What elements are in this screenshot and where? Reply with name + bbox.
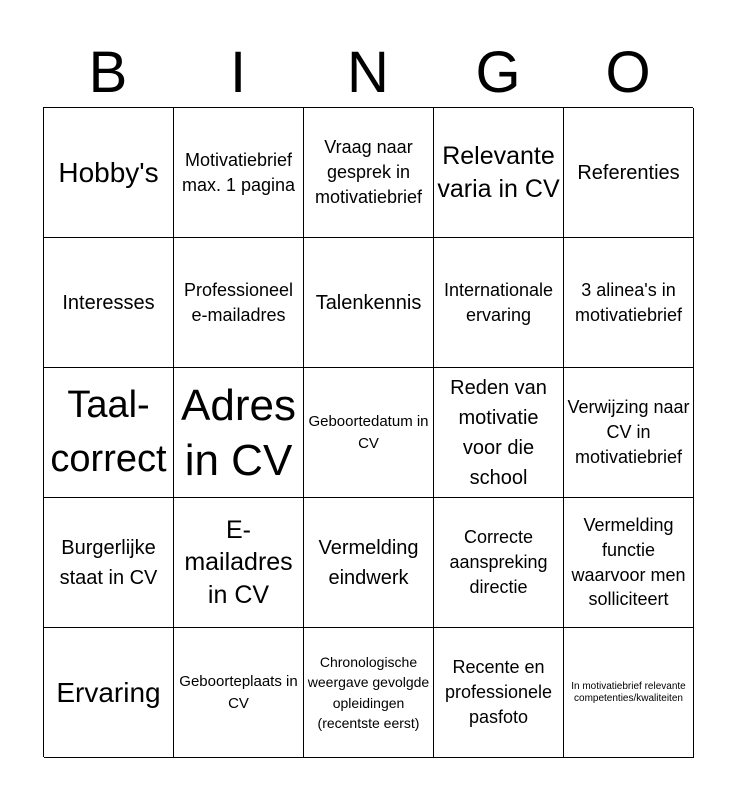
bingo-cell[interactable]: Vraag naar gesprek in motivatiebrief: [304, 108, 434, 238]
bingo-header: [43, 38, 693, 108]
bingo-cell[interactable]: Geboorteplaats in CV: [174, 628, 304, 758]
bingo-cell[interactable]: Adres in CV: [174, 368, 304, 498]
bingo-cell[interactable]: Relevante varia in CV: [434, 108, 564, 238]
bingo-cell[interactable]: Vermelding eindwerk: [304, 498, 434, 628]
bingo-cell[interactable]: 3 alinea's in motivatiebrief: [564, 238, 694, 368]
bingo-cell[interactable]: Talenkennis: [304, 238, 434, 368]
bingo-cell[interactable]: Referenties: [564, 108, 694, 238]
bingo-cell[interactable]: Hobby's: [44, 108, 174, 238]
header-letter-b: B: [88, 40, 128, 105]
header-letter-n: N: [347, 40, 389, 105]
header-letter-o: O: [605, 40, 651, 105]
header-letter-i: I: [229, 40, 247, 105]
bingo-cell[interactable]: Recente en professionele pasfoto: [434, 628, 564, 758]
bingo-cell[interactable]: Vermelding functie waarvoor men solliciteert: [564, 498, 694, 628]
bingo-cell[interactable]: Ervaring: [44, 628, 174, 758]
bingo-cell[interactable]: Motivatiebrief max. 1 pagina: [174, 108, 304, 238]
bingo-cell[interactable]: In motivatiebrief relevante competenties/kwaliteiten: [564, 628, 694, 758]
bingo-cell[interactable]: Chronologische weergave gevolgde opleidingen (recentste eerst): [304, 628, 434, 758]
bingo-card: [43, 107, 693, 757]
bingo-cell[interactable]: Professioneel e-mailadres: [174, 238, 304, 368]
bingo-cell[interactable]: Internationale ervaring: [434, 238, 564, 368]
bingo-cell[interactable]: E-mailadres in CV: [174, 498, 304, 628]
bingo-cell[interactable]: Burgerlijke staat in CV: [44, 498, 174, 628]
bingo-cell[interactable]: Geboortedatum in CV: [304, 368, 434, 498]
bingo-cell[interactable]: Interesses: [44, 238, 174, 368]
bingo-cell[interactable]: Correcte aanspreking directie: [434, 498, 564, 628]
bingo-cell[interactable]: Verwijzing naar CV in motivatiebrief: [564, 368, 694, 498]
bingo-cell[interactable]: Reden van motivatie voor die school: [434, 368, 564, 498]
bingo-cell[interactable]: Taal-correct: [44, 368, 174, 498]
header-letter-g: G: [475, 40, 521, 105]
